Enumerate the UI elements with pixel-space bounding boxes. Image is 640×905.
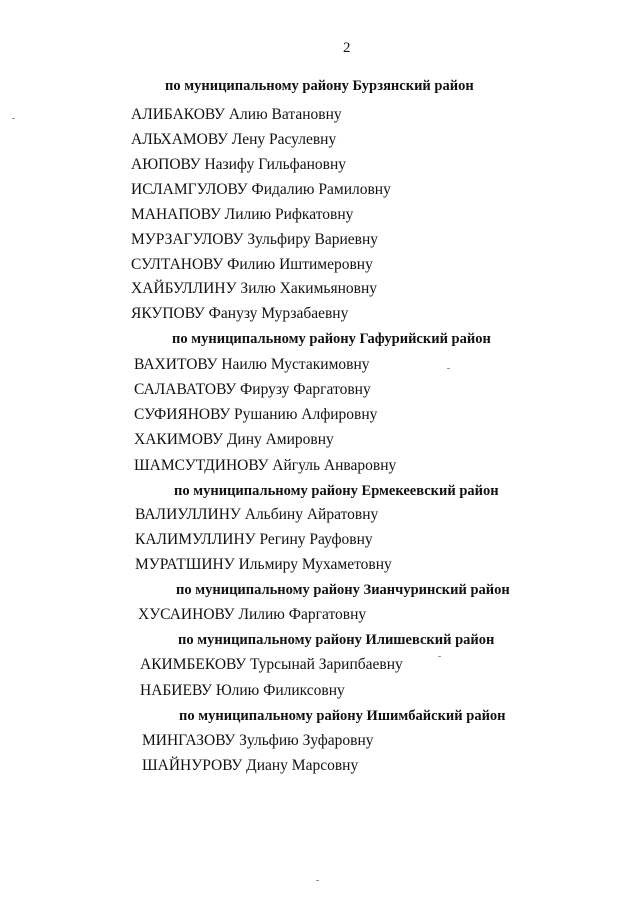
scan-speck (438, 656, 441, 657)
scan-speck (12, 118, 15, 119)
district-heading: по муниципальному району Ишимбайский район (179, 708, 506, 724)
district-heading: по муниципальному району Зианчуринский район (176, 582, 510, 598)
district-heading: по муниципальному району Ермекеевский район (174, 483, 499, 499)
district-heading: по муниципальному району Гафурийский район (172, 331, 491, 347)
person-name: МАНАПОВУ Лилию Рифкатовну (131, 206, 354, 223)
person-name: МУРЗАГУЛОВУ Зульфиру Вариевну (131, 231, 379, 248)
person-name: ИСЛАМГУЛОВУ Фидалию Рамиловну (131, 181, 391, 198)
person-name: КАЛИМУЛЛИНУ Регину Рауфовну (135, 531, 373, 548)
page-number: 2 (343, 40, 351, 56)
person-name: ХАКИМОВУ Дину Амировну (134, 431, 334, 448)
person-name: АЛЬХАМОВУ Лену Расулевну (131, 131, 337, 148)
person-name: СУФИЯНОВУ Рушанию Алфировну (134, 406, 378, 423)
person-name: ХАЙБУЛЛИНУ Зилю Хакимьяновну (131, 280, 377, 297)
person-name: МИНГАЗОВУ Зульфию Зуфаровну (142, 732, 374, 749)
person-name: ВАХИТОВУ Наилю Мустакимовну (134, 356, 370, 373)
scan-speck (447, 368, 450, 369)
person-name: ЯКУПОВУ Фанузу Мурзабаевну (131, 305, 349, 322)
scan-speck (316, 880, 319, 881)
person-name: АЛИБАКОВУ Алию Ватановну (131, 106, 342, 123)
person-name: ХУСАИНОВУ Лилию Фаргатовну (138, 606, 367, 623)
person-name: ШАМСУТДИНОВУ Айгуль Анваровну (134, 457, 397, 474)
district-heading: по муниципальному району Илишевский район (178, 632, 495, 648)
person-name: СУЛТАНОВУ Филию Иштимеровну (131, 256, 373, 273)
district-heading: по муниципальному району Бурзянский район (165, 78, 474, 94)
person-name: ШАЙНУРОВУ Диану Марсовну (142, 757, 359, 774)
person-name: САЛАВАТОВУ Фирузу Фаргатовну (134, 381, 371, 398)
person-name: НАБИЕВУ Юлию Филиксовну (140, 682, 345, 699)
person-name: АЮПОВУ Назифу Гильфановну (131, 156, 347, 173)
person-name: АКИМБЕКОВУ Турсынай Зарипбаевну (140, 656, 403, 673)
person-name: МУРАТШИНУ Ильмиру Мухаметовну (135, 556, 392, 573)
person-name: ВАЛИУЛЛИНУ Альбину Айратовну (135, 506, 379, 523)
